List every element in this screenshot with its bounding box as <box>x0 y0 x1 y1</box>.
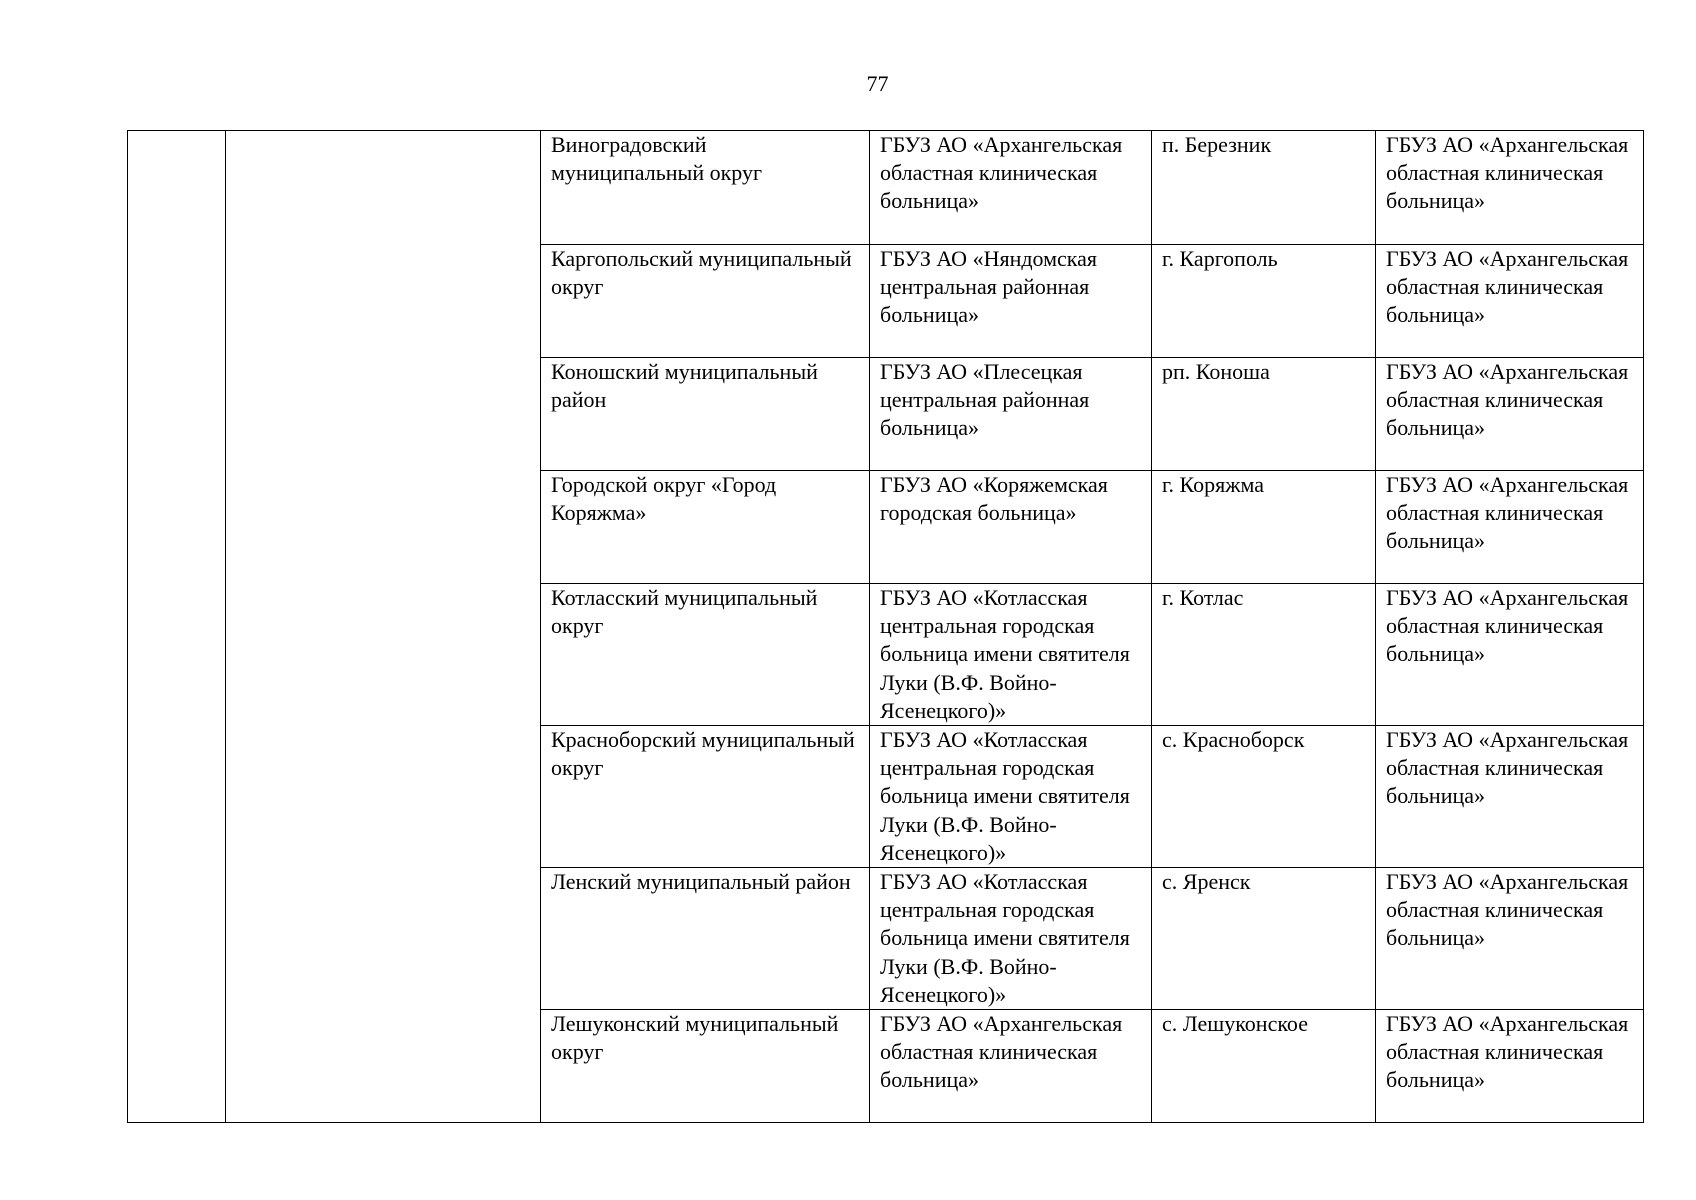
district-cell <box>541 131 870 245</box>
locality-text: г. Каргополь <box>1162 246 1278 271</box>
referral-hospital-text: ГБУЗ АО «Архангельская областная клиническая больница» <box>1386 472 1629 554</box>
attached-hospital-cell <box>870 868 1152 1010</box>
attached-hospital-cell <box>870 471 1152 584</box>
locality-cell <box>1152 868 1376 1010</box>
attached-hospital-cell <box>870 245 1152 358</box>
attached-hospital-text: ГБУЗ АО «Архангельская областная клиническая больница» <box>880 132 1123 214</box>
locality-text: п. Березник <box>1162 132 1272 157</box>
attached-hospital-cell <box>870 726 1152 868</box>
locality-cell <box>1152 358 1376 471</box>
attached-hospital-cell <box>870 1010 1152 1123</box>
district-cell <box>541 358 870 471</box>
district-cell <box>541 245 870 358</box>
referral-hospital-text: ГБУЗ АО «Архангельская областная клиническая больница» <box>1386 132 1629 214</box>
attached-hospital-cell <box>870 131 1152 245</box>
district-text: Виноградовский муниципальный округ <box>551 132 763 186</box>
referral-hospital-cell <box>1376 868 1644 1010</box>
locality-text: г. Котлас <box>1162 585 1244 610</box>
district-text: Котласский муниципальный округ <box>551 585 818 639</box>
district-cell <box>541 726 870 868</box>
district-cell <box>541 1010 870 1123</box>
page-number: 77 <box>866 71 889 96</box>
attached-hospital-cell <box>870 358 1152 471</box>
attached-hospital-text: ГБУЗ АО «Котласская центральная городская больница имени святителя Луки (В.Ф. Войно-Ясенецкого)» <box>880 727 1130 865</box>
referral-hospital-text: ГБУЗ АО «Архангельская областная клиническая больница» <box>1386 1011 1629 1093</box>
referral-hospital-cell <box>1376 131 1644 245</box>
district-text: Городской округ «Город Коряжма» <box>551 472 777 526</box>
locality-text: с. Лешуконское <box>1162 1011 1308 1037</box>
district-text: Лешуконский муниципальный округ <box>551 1011 839 1065</box>
locality-cell <box>1152 1010 1376 1123</box>
referral-hospital-cell <box>1376 471 1644 584</box>
hospital-routing-table <box>127 130 1644 1123</box>
referral-hospital-cell <box>1376 245 1644 358</box>
attached-hospital-text: ГБУЗ АО «Няндомская центральная районная больница» <box>880 246 1098 328</box>
district-cell <box>541 471 870 584</box>
district-cell <box>541 868 870 1010</box>
referral-hospital-text: ГБУЗ АО «Архангельская областная клиническая больница» <box>1386 585 1629 667</box>
locality-cell <box>1152 584 1376 726</box>
district-text: Каргопольский муниципальный округ <box>551 246 852 300</box>
table-row <box>128 131 1644 245</box>
attached-hospital-cell <box>870 584 1152 726</box>
referral-hospital-cell <box>1376 584 1644 726</box>
profile-column-cell <box>226 131 541 1123</box>
locality-cell <box>1152 726 1376 868</box>
referral-hospital-text: ГБУЗ АО «Архангельская областная клиническая больница» <box>1386 727 1629 809</box>
locality-text: с. Яренск <box>1162 869 1251 895</box>
locality-cell <box>1152 471 1376 584</box>
referral-hospital-text: ГБУЗ АО «Архангельская областная клиническая больница» <box>1386 359 1629 441</box>
district-text: Ленский муниципальный район <box>551 869 851 895</box>
referral-hospital-cell <box>1376 358 1644 471</box>
number-column-cell <box>128 131 226 1123</box>
locality-cell <box>1152 245 1376 358</box>
district-text: Красноборский муниципальный округ <box>551 727 855 781</box>
district-text: Коношский муниципальный район <box>551 359 818 413</box>
referral-hospital-text: ГБУЗ АО «Архангельская областная клиническая больница» <box>1386 869 1629 951</box>
referral-hospital-text: ГБУЗ АО «Архангельская областная клиническая больница» <box>1386 246 1629 328</box>
referral-hospital-cell <box>1376 726 1644 868</box>
locality-text: г. Коряжма <box>1162 472 1264 497</box>
attached-hospital-text: ГБУЗ АО «Коряжемская городская больница» <box>880 472 1108 526</box>
locality-text: с. Красноборск <box>1162 727 1305 753</box>
locality-cell <box>1152 131 1376 245</box>
district-cell <box>541 584 870 726</box>
locality-text: рп. Коноша <box>1162 359 1270 384</box>
attached-hospital-text: ГБУЗ АО «Котласская центральная городская больница имени святителя Луки (В.Ф. Войно-Ясенецкого)» <box>880 585 1130 723</box>
attached-hospital-text: ГБУЗ АО «Архангельская областная клиническая больница» <box>880 1011 1123 1093</box>
attached-hospital-text: ГБУЗ АО «Котласская центральная городская больница имени святителя Луки (В.Ф. Войно-Ясенецкого)» <box>880 869 1130 1007</box>
referral-hospital-cell <box>1376 1010 1644 1123</box>
attached-hospital-text: ГБУЗ АО «Плесецкая центральная районная больница» <box>880 359 1090 441</box>
